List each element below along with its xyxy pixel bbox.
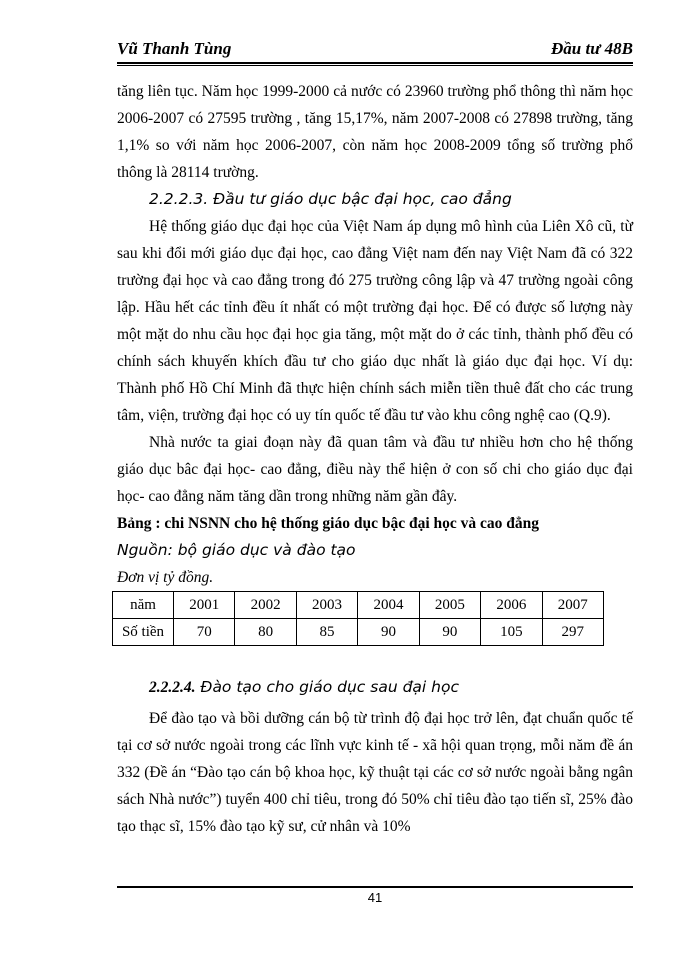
- year-cell: 2004: [358, 592, 419, 619]
- table-row-amounts: [113, 619, 604, 646]
- header-class: Đầu tư 48B: [551, 39, 633, 58]
- section-heading-2-2-2-3: 2.2.2.3. Đầu tư giáo dục bậc đại học, cao đẳng: [149, 190, 512, 208]
- row-label-amount: Số tiền: [113, 619, 174, 646]
- amount-cell: 80: [235, 619, 296, 646]
- header-author: Vũ Thanh Tùng: [117, 39, 232, 58]
- row-label-year: năm: [113, 592, 174, 619]
- amount-cell: 90: [358, 619, 419, 646]
- table-row-years: [113, 592, 604, 619]
- paragraph-2: Hệ thống giáo dục đại học của Việt Nam áp dụng mô hình của Liên Xô cũ, từ sau khi đổi mới giáo dục đại học, cao đẳng Việt nam đến nay Việt Nam đã có 322 trường đại học và cao đẳng trong đó 275 trường công lập và 47 trường ngoài công lập. Hầu hết các tỉnh đều ít nhất có một trường đại học. Để có được số lượng này một mặt do nhu cầu học đại học gia tăng, một mặt do ở các tỉnh, thành phố đều có chính sách khuyến khích đầu tư cho giáo dục nhất là giáo dục đại học. Ví dụ: Thành phố Hồ Chí Minh đã thực hiện chính sách miễn tiền thuê đất cho các trung tâm, viện, trường đại học có uy tín quốc tế đầu tư vào khu công nghệ cao (Q.9).: [117, 218, 633, 424]
- section-heading-2-2-2-4: [117, 674, 633, 701]
- year-cell: 2002: [235, 592, 296, 619]
- paragraph-4: Để đào tạo và bồi dưỡng cán bộ từ trình độ đại học trở lên, đạt chuẩn quốc tế tại cơ sở nước ngoài trong các lĩnh vực kinh tế - xã hội quan trọng, mỗi năm đề án 332 (Đề án “Đào tạo cán bộ khoa học, kỹ thuật tại các cơ sở nước ngoài bằng ngân sách Nhà nước”) tuyển 400 chỉ tiêu, trong đó 50% chỉ tiêu đào tạo tiến sĩ, 25% đào tạo thạc sĩ, 15% đào tạo kỹ sư, cử nhân và 10%: [117, 710, 633, 835]
- year-cell: 2007: [542, 592, 603, 619]
- section-number: 2.2.2.4.: [149, 679, 196, 696]
- table-source: Nguồn: bộ giáo dục và đào tạo: [117, 541, 356, 559]
- table-title: Bảng : chi NSNN cho hệ thống giáo dục bậc đại học và cao đẳng: [117, 515, 540, 532]
- section-title: Đào tạo cho giáo dục sau đại học: [195, 678, 459, 696]
- year-cell: 2001: [174, 592, 235, 619]
- amount-cell: 297: [542, 619, 603, 646]
- year-cell: 2005: [419, 592, 480, 619]
- paragraph-1: tăng liên tục. Năm học 1999-2000 cả nước có 23960 trường phổ thông thì năm học 2006-2007 có 27595 trường , tăng 15,17%, năm 2007-2008 có 27898 trường, tăng 1,1% so với năm học 2006-2007, còn năm học 2008-2009 tổng số trường phổ thông là 28114 trường.: [117, 83, 633, 181]
- footer-rule: [117, 886, 633, 888]
- header-rule: [117, 62, 633, 64]
- amount-cell: 105: [481, 619, 542, 646]
- amount-cell: 85: [296, 619, 357, 646]
- year-cell: 2006: [481, 592, 542, 619]
- year-cell: 2003: [296, 592, 357, 619]
- amount-cell: 70: [174, 619, 235, 646]
- amount-cell: 90: [419, 619, 480, 646]
- header-rule-thin: [117, 65, 633, 66]
- budget-table: [112, 591, 604, 646]
- paragraph-3: Nhà nước ta giai đoạn này đã quan tâm và đầu tư nhiều hơn cho hệ thống giáo dục bâc đại học- cao đẳng, điều này thể hiện ở con số chi cho giáo dục đại học- cao đẳng năm tăng dần trong những năm gần đây.: [117, 434, 633, 505]
- page-header: [117, 37, 633, 61]
- page-body: [117, 78, 633, 840]
- page-number: 41: [367, 890, 383, 905]
- table-unit: Đơn vị tỷ đồng.: [117, 569, 214, 586]
